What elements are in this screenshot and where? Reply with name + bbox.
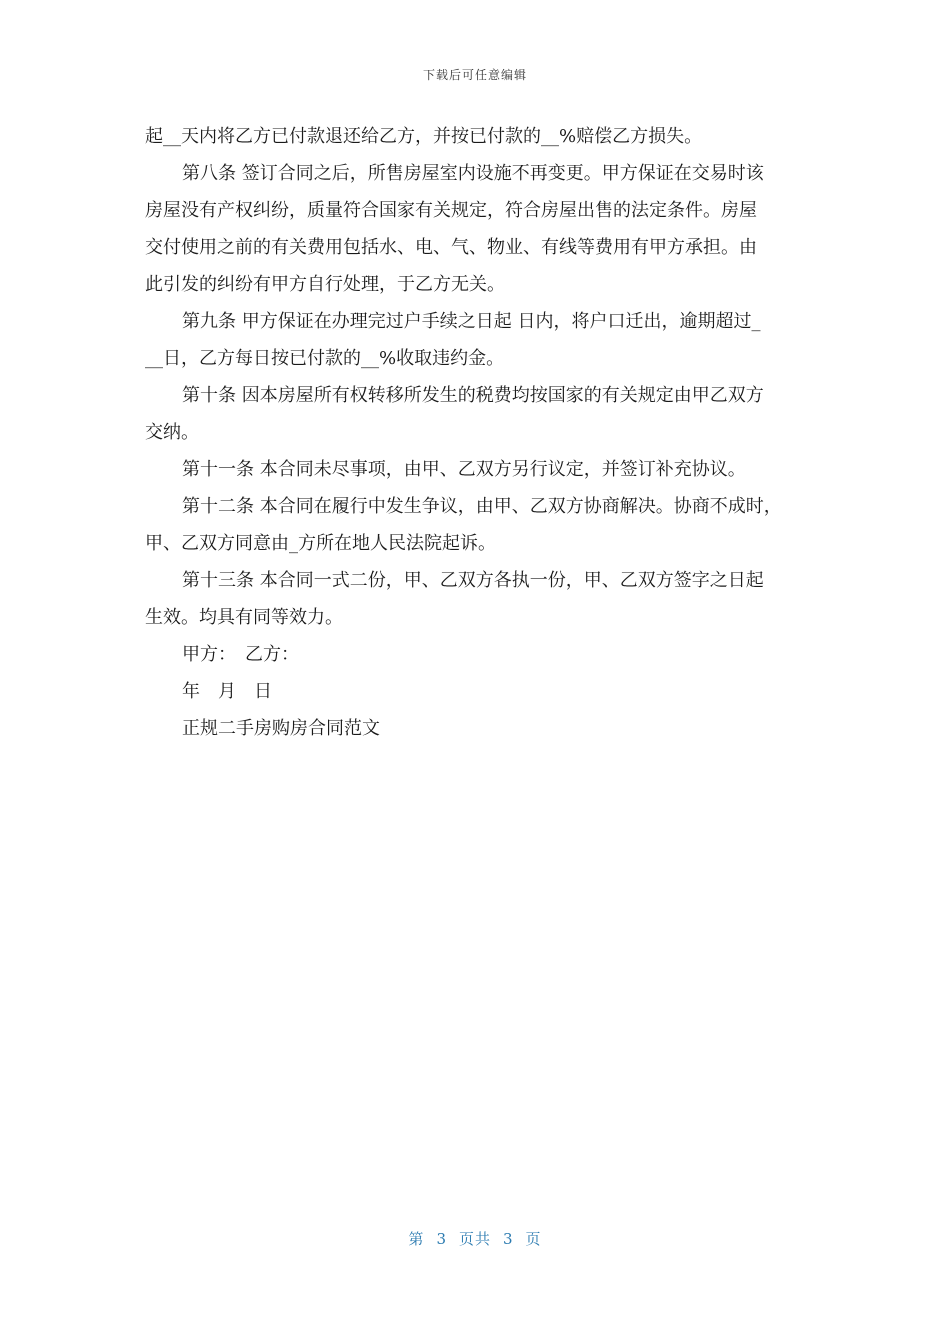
clause-12: 第十二条 本合同在履行中发生争议，由甲、乙双方协商解决。协商不成时，	[182, 496, 782, 517]
text-line: 此引发的纠纷有甲方自行处理，于乙方无关。	[145, 274, 505, 295]
signature-date: 年 月 日	[182, 681, 272, 702]
page-footer	[0, 1228, 950, 1249]
text-line: 甲、乙双方同意由_方所在地人民法院起诉。	[145, 533, 496, 554]
page-prefix: 第	[408, 1230, 425, 1248]
header-note: 下载后可任意编辑	[422, 68, 527, 82]
clause-8: 第八条 签订合同之后，所售房屋室内设施不再变更。甲方保证在交易时该	[182, 163, 764, 184]
clause-10: 第十条 因本房屋所有权转移所发生的税费均按国家的有关规定由甲乙双方	[182, 385, 764, 406]
clause-11: 第十一条 本合同未尽事项，由甲、乙双方另行议定，并签订补充协议。	[182, 459, 746, 480]
text-line: 房屋没有产权纠纷，质量符合国家有关规定，符合房屋出售的法定条件。房屋	[145, 200, 757, 221]
page-suffix: 页	[525, 1230, 542, 1248]
document-title-next: 正规二手房购房合同范文	[182, 718, 380, 739]
text-line: __日，乙方每日按已付款的__%收取违约金。	[145, 348, 505, 369]
text-line: 交纳。	[145, 422, 199, 443]
text-line: 起__天内将乙方已付款退还给乙方，并按已付款的__%赔偿乙方损失。	[145, 126, 703, 147]
clause-13: 第十三条 本合同一式二份，甲、乙双方各执一份，甲、乙双方签字之日起	[182, 570, 764, 591]
signature-parties: 甲方： 乙方：	[182, 644, 299, 665]
current-page-number: 3	[436, 1230, 447, 1248]
page-mid: 页共	[458, 1230, 491, 1248]
text-line: 交付使用之前的有关费用包括水、电、气、物业、有线等费用有甲方承担。由	[145, 237, 757, 258]
total-pages-number: 3	[503, 1230, 514, 1248]
clause-9: 第九条 甲方保证在办理完过户手续之日起 日内，将户口迁出，逾期超过_	[182, 311, 761, 332]
text-line: 生效。均具有同等效力。	[145, 607, 343, 628]
document-body	[145, 118, 817, 747]
